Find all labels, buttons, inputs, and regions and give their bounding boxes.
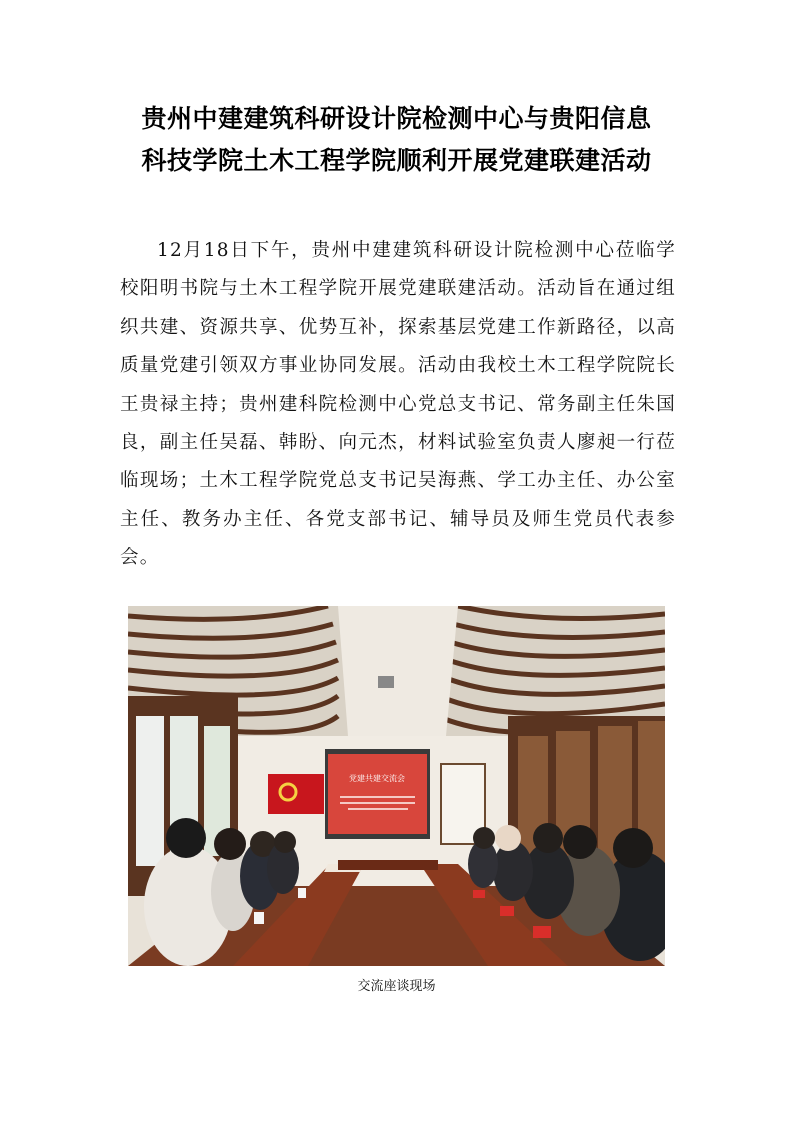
title-line-1: 贵州中建建筑科研设计院检测中心与贵阳信息 — [141, 104, 652, 133]
meeting-photo — [128, 606, 665, 966]
screen-title: 党建共建交流会 — [349, 774, 405, 783]
article-paragraph: 12月18日下午，贵州中建建筑科研设计院检测中心莅临学校阳明书院与土木工程学院开展党建联建活动。活动旨在通过组织共建、资源共享、优势互补，探索基层党建工作新路径，以高质量党建引领双方事业协同发展。活动由我校土木工程学院院长王贵禄主持；贵州建科院检测中心党总支书记、常务副主任朱国良，副主任吴磊、韩盼、向元杰，材料试验室负责人廖昶一行莅临现场；土木工程学院党总支书记吴海燕、学工办主任、办公室主任、教务办主任、各党支部书记、辅导员及师生党员代表参会。 — [120, 240, 676, 569]
title-line-2: 科技学院土木工程学院顺利开展党建联建活动 — [141, 146, 652, 175]
article-title — [60, 98, 733, 182]
photo-caption: 交流座谈现场 — [357, 979, 436, 994]
